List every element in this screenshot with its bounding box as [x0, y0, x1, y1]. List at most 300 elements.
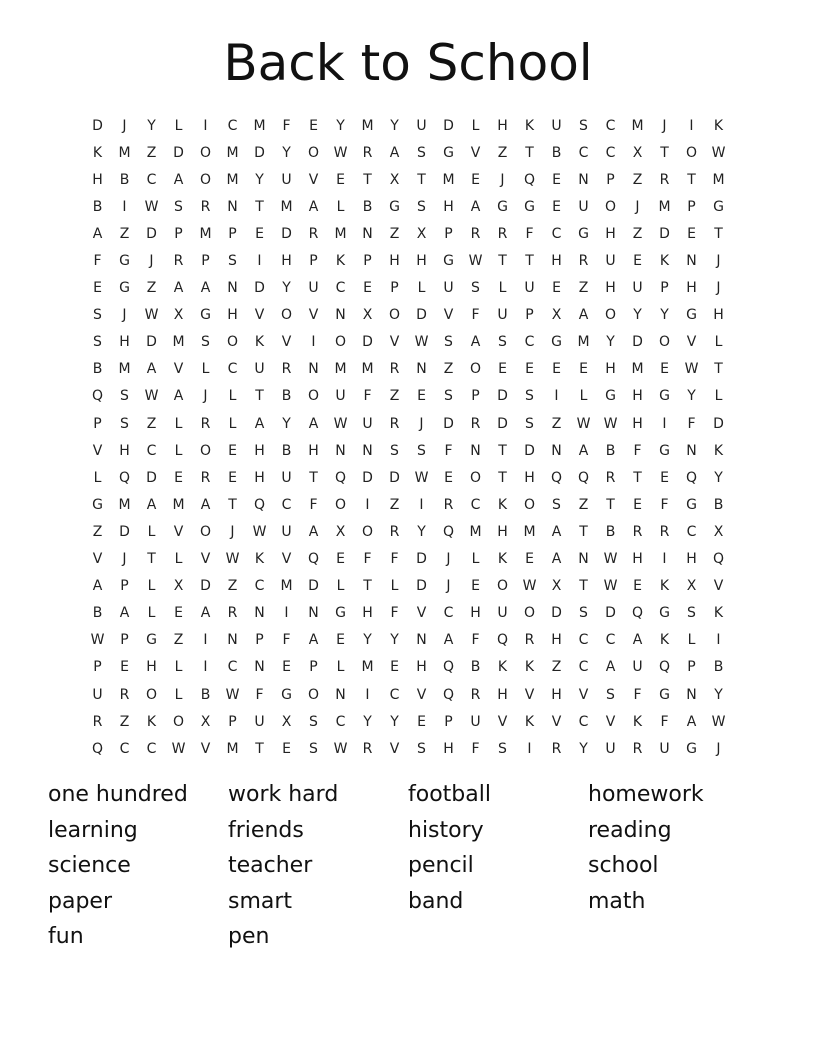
grid-letter: P: [120, 632, 129, 649]
word-list-item: science: [48, 853, 131, 879]
grid-letter: W: [333, 415, 348, 432]
grid-letter: Q: [442, 523, 455, 540]
grid-letter: L: [174, 659, 183, 676]
grid-letter: W: [522, 578, 537, 595]
grid-letter: Y: [363, 713, 372, 730]
grid-letter: B: [92, 361, 103, 378]
grid-letter: D: [362, 469, 373, 486]
grid-letter: E: [336, 632, 345, 649]
grid-letter: Y: [147, 117, 156, 134]
grid-letter: P: [228, 225, 237, 242]
grid-letter: C: [254, 578, 265, 595]
page-title: Back to School: [223, 34, 593, 92]
grid-letter: J: [203, 388, 208, 405]
grid-letter: T: [714, 361, 723, 378]
grid-letter: G: [713, 198, 724, 215]
grid-letter: L: [93, 469, 102, 486]
grid-letter: Z: [389, 496, 400, 513]
grid-letter: C: [605, 117, 616, 134]
grid-letter: I: [365, 686, 370, 703]
grid-letter: W: [711, 144, 726, 161]
grid-letter: X: [281, 713, 292, 730]
grid-letter: D: [254, 280, 265, 297]
grid-letter: E: [255, 225, 264, 242]
grid-letter: D: [146, 469, 157, 486]
grid-letter: C: [578, 713, 589, 730]
grid-letter: E: [660, 361, 669, 378]
grid-letter: W: [414, 469, 429, 486]
grid-letter: I: [311, 334, 316, 351]
grid-letter: U: [281, 469, 292, 486]
grid-letter: V: [173, 523, 184, 540]
grid-letter: S: [444, 388, 453, 405]
grid-letter: E: [633, 496, 642, 513]
grid-letter: L: [336, 659, 345, 676]
grid-letter: H: [146, 659, 157, 676]
grid-letter: W: [225, 686, 240, 703]
grid-letter: G: [659, 442, 670, 459]
grid-letter: Z: [443, 361, 454, 378]
grid-letter: N: [416, 361, 427, 378]
grid-letter: O: [496, 578, 509, 595]
word-list-item: football: [408, 782, 491, 807]
grid-letter: P: [93, 415, 102, 432]
grid-letter: I: [203, 117, 208, 134]
grid-letter: T: [228, 496, 237, 513]
grid-letter: Z: [146, 415, 157, 432]
grid-letter: Q: [685, 469, 698, 486]
grid-letter: L: [579, 388, 588, 405]
grid-letter: W: [603, 415, 618, 432]
grid-letter: U: [524, 280, 535, 297]
grid-letter: S: [390, 442, 399, 459]
grid-letter: Z: [146, 280, 157, 297]
grid-letter: D: [497, 388, 508, 405]
grid-letter: F: [660, 496, 669, 513]
grid-letter: H: [281, 253, 292, 270]
grid-letter: D: [308, 578, 319, 595]
grid-letter: W: [225, 551, 240, 568]
grid-letter: S: [417, 198, 426, 215]
grid-letter: X: [713, 523, 724, 540]
grid-letter: R: [551, 740, 562, 757]
grid-letter: F: [282, 632, 291, 649]
grid-letter: E: [336, 171, 345, 188]
grid-letter: A: [470, 334, 481, 351]
word-list-item: learning: [48, 817, 138, 843]
grid-letter: T: [633, 469, 642, 486]
grid-letter: N: [335, 686, 346, 703]
grid-letter: O: [199, 523, 212, 540]
grid-letter: L: [228, 388, 237, 405]
grid-letter: D: [389, 469, 400, 486]
grid-letter: D: [281, 225, 292, 242]
grid-letter: Q: [91, 740, 104, 757]
grid-letter: N: [551, 442, 562, 459]
grid-letter: E: [93, 280, 102, 297]
grid-letter: Z: [551, 659, 562, 676]
grid-letter: D: [713, 415, 724, 432]
grid-letter: H: [119, 334, 130, 351]
grid-letter: O: [523, 605, 536, 622]
grid-letter: N: [254, 605, 265, 622]
grid-letter: A: [308, 523, 319, 540]
grid-letter: C: [578, 144, 589, 161]
grid-letter: N: [335, 442, 346, 459]
grid-letter: A: [200, 496, 211, 513]
grid-letter: R: [119, 686, 130, 703]
grid-letter: H: [308, 442, 319, 459]
grid-letter: Q: [442, 659, 455, 676]
word-list-item: pen: [228, 924, 270, 950]
grid-letter: U: [281, 523, 292, 540]
grid-letter: E: [660, 469, 669, 486]
grid-letter: Z: [578, 280, 589, 297]
grid-letter: V: [443, 307, 454, 324]
grid-letter: I: [662, 551, 667, 568]
grid-letter: H: [254, 442, 265, 459]
grid-letter: M: [118, 144, 131, 161]
grid-letter: Y: [579, 740, 588, 757]
grid-letter: M: [118, 361, 131, 378]
grid-letter: U: [254, 713, 265, 730]
grid-letter: P: [201, 253, 210, 270]
grid-letter: H: [119, 442, 130, 459]
grid-letter: Z: [119, 225, 130, 242]
grid-letter: T: [255, 198, 264, 215]
grid-letter: U: [605, 740, 616, 757]
grid-letter: C: [335, 280, 346, 297]
grid-letter: D: [200, 578, 211, 595]
grid-letter: U: [335, 388, 346, 405]
grid-letter: M: [658, 198, 671, 215]
grid-letter: D: [173, 144, 184, 161]
grid-letter: M: [253, 117, 266, 134]
grid-letter: T: [525, 144, 534, 161]
grid-letter: F: [255, 686, 264, 703]
grid-letter: S: [552, 496, 561, 513]
grid-letter: D: [92, 117, 103, 134]
grid-letter: O: [307, 686, 320, 703]
grid-letter: T: [147, 551, 156, 568]
grid-letter: H: [443, 740, 454, 757]
grid-letter: S: [120, 388, 129, 405]
grid-letter: E: [417, 713, 426, 730]
grid-letter: N: [686, 253, 697, 270]
word-list-item: paper: [48, 888, 112, 914]
grid-letter: O: [388, 307, 401, 324]
grid-letter: X: [173, 578, 184, 595]
grid-letter: A: [119, 605, 130, 622]
grid-letter: Q: [496, 632, 509, 649]
grid-letter: V: [173, 361, 184, 378]
grid-letter: C: [605, 632, 616, 649]
grid-letter: F: [93, 253, 102, 270]
grid-letter: A: [551, 523, 562, 540]
grid-letter: Z: [119, 713, 130, 730]
grid-letter: C: [281, 496, 292, 513]
grid-letter: L: [714, 388, 723, 405]
grid-letter: I: [716, 632, 721, 649]
grid-letter: M: [469, 523, 482, 540]
grid-letter: L: [471, 551, 480, 568]
grid-letter: V: [686, 334, 697, 351]
grid-letter: O: [226, 334, 239, 351]
grid-letter: E: [552, 198, 561, 215]
grid-letter: U: [497, 605, 508, 622]
grid-letter: Y: [282, 144, 291, 161]
grid-letter: N: [227, 198, 238, 215]
grid-letter: M: [172, 496, 185, 513]
grid-letter: T: [687, 171, 696, 188]
grid-letter: T: [660, 144, 669, 161]
grid-letter: O: [199, 171, 212, 188]
grid-letter: Y: [660, 307, 669, 324]
grid-letter: I: [203, 632, 208, 649]
grid-letter: D: [254, 144, 265, 161]
grid-letter: B: [605, 523, 616, 540]
grid-letter: A: [632, 632, 643, 649]
grid-letter: Q: [658, 659, 671, 676]
grid-letter: C: [686, 523, 697, 540]
grid-letter: L: [147, 605, 156, 622]
grid-letter: E: [633, 253, 642, 270]
grid-letter: G: [659, 686, 670, 703]
grid-letter: V: [281, 334, 292, 351]
grid-letter: W: [603, 578, 618, 595]
word-list-item: math: [588, 888, 646, 914]
grid-letter: A: [200, 280, 211, 297]
grid-letter: M: [361, 659, 374, 676]
grid-letter: V: [416, 605, 427, 622]
grid-letter: J: [419, 415, 424, 432]
grid-letter: T: [255, 388, 264, 405]
grid-letter: H: [497, 117, 508, 134]
grid-letter: H: [605, 225, 616, 242]
grid-letter: Z: [632, 171, 643, 188]
grid-letter: O: [334, 496, 347, 513]
grid-letter: M: [523, 523, 536, 540]
grid-letter: A: [173, 171, 184, 188]
grid-letter: S: [417, 740, 426, 757]
grid-letter: H: [686, 551, 697, 568]
grid-letter: F: [309, 496, 318, 513]
grid-letter: J: [122, 307, 127, 324]
grid-letter: X: [551, 578, 562, 595]
grid-letter: J: [446, 578, 451, 595]
grid-letter: L: [201, 361, 210, 378]
word-list-item: school: [588, 853, 659, 879]
grid-letter: G: [659, 605, 670, 622]
grid-letter: R: [173, 253, 184, 270]
grid-letter: H: [551, 632, 562, 649]
grid-letter: B: [92, 605, 103, 622]
grid-letter: T: [714, 225, 723, 242]
grid-letter: X: [416, 225, 427, 242]
grid-letter: K: [497, 659, 508, 676]
grid-letter: R: [362, 740, 373, 757]
grid-letter: C: [578, 659, 589, 676]
grid-letter: F: [471, 740, 480, 757]
grid-letter: W: [333, 144, 348, 161]
grid-letter: E: [228, 469, 237, 486]
grid-letter: U: [443, 280, 454, 297]
grid-letter: G: [605, 388, 616, 405]
grid-letter: S: [498, 334, 507, 351]
grid-letter: F: [633, 686, 642, 703]
grid-letter: G: [659, 388, 670, 405]
grid-letter: R: [200, 415, 211, 432]
grid-letter: E: [228, 442, 237, 459]
grid-letter: W: [144, 307, 159, 324]
grid-letter: P: [525, 307, 534, 324]
grid-letter: I: [284, 605, 289, 622]
grid-letter: D: [362, 334, 373, 351]
grid-letter: R: [362, 144, 373, 161]
grid-letter: S: [93, 334, 102, 351]
grid-letter: H: [686, 280, 697, 297]
word-list-item: history: [408, 817, 484, 843]
grid-letter: G: [119, 280, 130, 297]
grid-letter: J: [716, 253, 721, 270]
grid-letter: D: [497, 415, 508, 432]
grid-letter: E: [579, 361, 588, 378]
grid-letter: B: [200, 686, 211, 703]
grid-letter: G: [389, 198, 400, 215]
grid-letter: L: [498, 280, 507, 297]
grid-letter: P: [309, 253, 318, 270]
grid-letter: K: [713, 117, 724, 134]
grid-letter: L: [147, 523, 156, 540]
grid-letter: H: [605, 280, 616, 297]
grid-letter: R: [470, 415, 481, 432]
grid-letter: Y: [633, 307, 642, 324]
grid-letter: R: [470, 686, 481, 703]
grid-letter: E: [444, 469, 453, 486]
grid-letter: U: [416, 117, 427, 134]
grid-letter: H: [443, 198, 454, 215]
grid-letter: N: [578, 171, 589, 188]
grid-letter: E: [174, 469, 183, 486]
grid-letter: O: [334, 334, 347, 351]
grid-letter: C: [551, 225, 562, 242]
grid-letter: F: [363, 551, 372, 568]
grid-letter: V: [200, 551, 211, 568]
grid-letter: E: [552, 361, 561, 378]
grid-letter: G: [119, 253, 130, 270]
grid-letter: Q: [253, 496, 266, 513]
grid-letter: L: [417, 280, 426, 297]
grid-letter: U: [497, 307, 508, 324]
grid-letter: S: [309, 740, 318, 757]
grid-letter: T: [579, 523, 588, 540]
grid-letter: L: [174, 686, 183, 703]
grid-letter: B: [281, 442, 292, 459]
grid-letter: Y: [282, 280, 291, 297]
grid-letter: C: [578, 632, 589, 649]
grid-letter: R: [632, 740, 643, 757]
grid-letter: O: [307, 144, 320, 161]
grid-letter: L: [174, 551, 183, 568]
grid-letter: T: [255, 740, 264, 757]
grid-letter: Q: [91, 388, 104, 405]
grid-letter: O: [658, 334, 671, 351]
grid-letter: C: [227, 117, 238, 134]
grid-letter: Z: [632, 225, 643, 242]
grid-letter: M: [280, 578, 293, 595]
grid-letter: I: [365, 496, 370, 513]
grid-letter: I: [554, 388, 559, 405]
grid-letter: A: [308, 632, 319, 649]
grid-letter: E: [471, 578, 480, 595]
grid-letter: C: [389, 686, 400, 703]
grid-letter: O: [469, 361, 482, 378]
grid-letter: K: [713, 442, 724, 459]
grid-letter: L: [174, 442, 183, 459]
grid-letter: X: [200, 713, 211, 730]
grid-letter: L: [471, 117, 480, 134]
grid-letter: P: [309, 659, 318, 676]
grid-letter: V: [497, 713, 508, 730]
grid-letter: K: [524, 117, 535, 134]
grid-letter: A: [308, 415, 319, 432]
grid-letter: B: [470, 659, 481, 676]
grid-letter: A: [686, 713, 697, 730]
grid-letter: V: [254, 307, 265, 324]
grid-letter: Q: [712, 551, 725, 568]
grid-letter: A: [146, 361, 157, 378]
grid-letter: T: [525, 253, 534, 270]
grid-letter: Q: [334, 469, 347, 486]
grid-letter: F: [390, 551, 399, 568]
grid-letter: T: [309, 469, 318, 486]
grid-letter: J: [230, 523, 235, 540]
grid-letter: Y: [363, 632, 372, 649]
grid-letter: Z: [389, 388, 400, 405]
grid-letter: C: [335, 713, 346, 730]
grid-letter: K: [92, 144, 103, 161]
grid-letter: R: [659, 171, 670, 188]
grid-letter: T: [579, 578, 588, 595]
grid-letter: D: [605, 605, 616, 622]
grid-letter: F: [687, 415, 696, 432]
grid-letter: R: [308, 225, 319, 242]
grid-letter: U: [470, 713, 481, 730]
grid-letter: M: [631, 361, 644, 378]
grid-letter: N: [362, 225, 373, 242]
grid-letter: C: [146, 740, 157, 757]
grid-letter: P: [255, 632, 264, 649]
grid-letter: S: [606, 686, 615, 703]
grid-letter: M: [226, 171, 239, 188]
grid-letter: R: [524, 632, 535, 649]
grid-letter: B: [281, 388, 292, 405]
grid-letter: Z: [497, 144, 508, 161]
grid-letter: P: [363, 253, 372, 270]
grid-letter: C: [119, 740, 130, 757]
grid-letter: S: [579, 605, 588, 622]
grid-letter: O: [199, 442, 212, 459]
grid-letter: H: [497, 523, 508, 540]
grid-letter: S: [498, 740, 507, 757]
grid-letter: M: [226, 144, 239, 161]
grid-letter: E: [390, 659, 399, 676]
grid-letter: J: [716, 740, 721, 757]
grid-letter: Y: [390, 117, 399, 134]
grid-letter: I: [662, 415, 667, 432]
grid-letter: O: [604, 307, 617, 324]
grid-letter: H: [605, 361, 616, 378]
